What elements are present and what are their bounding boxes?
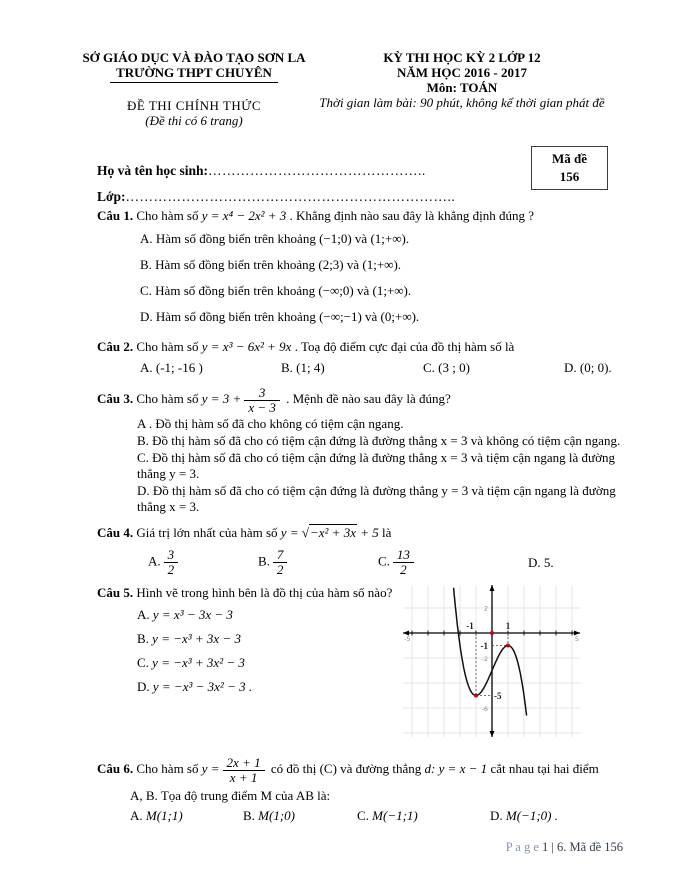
option-c: C. (3 ; 0)	[423, 360, 470, 375]
subject-line: Môn: TOÁN	[426, 80, 498, 95]
option-c: C. Đồ thị hàm số đã cho có tiệm cận đứng là đường thẳng x = 3 và tiệm cận ngang là đường thẳng y = 3.	[137, 450, 615, 481]
fraction-denominator: 2	[273, 562, 288, 577]
question-5-graph	[403, 585, 580, 741]
question-6-formula-pre: y =	[201, 761, 220, 776]
option-a: A. Hàm số đồng biến trên khoảng (−1;0) và (1;+∞).	[140, 231, 410, 246]
department-name: SỞ GIÁO DỤC VÀ ĐÀO TẠO SƠN LA	[82, 50, 306, 65]
cubic-function-plot	[403, 585, 580, 737]
question-1-formula: y = x⁴ − 2x² + 3	[201, 208, 287, 223]
questions-area	[97, 206, 624, 827]
label-x-minus1: -1	[466, 621, 474, 631]
option-b: B. Hàm số đồng biến trên khoảng (2;3) và (1;+∞).	[140, 257, 402, 272]
exam-title: KỲ THI HỌC KỲ 2 LỚP 12	[383, 50, 541, 65]
option-a-fraction	[164, 548, 179, 577]
option-d: D. Hàm số đồng biến trên khoảng (−∞;−1) và (0;+∞).	[140, 309, 420, 324]
option-c-formula: M(−1;1)	[372, 808, 418, 823]
fraction-denominator: x − 3	[244, 400, 280, 415]
label-y-minus1: -1	[480, 641, 488, 651]
option-a-letter: A.	[137, 607, 150, 622]
option-b: B. (1; 4)	[281, 360, 325, 375]
student-name-label: Họ và tên học sinh:	[97, 163, 209, 178]
sqrt-sign: y = √	[280, 525, 309, 540]
student-info-block	[97, 158, 557, 210]
fraction-denominator: x + 1	[223, 770, 265, 785]
footer-page-info: 1 | 6. Mã đề 156	[542, 840, 623, 854]
y-axis-bottom-arrow	[490, 731, 495, 737]
question-4-lead	[97, 520, 624, 546]
option-b	[258, 548, 378, 577]
option-c-letter: C.	[378, 553, 390, 569]
question-3-lead	[97, 382, 624, 416]
option-c	[137, 651, 407, 675]
option-d	[528, 555, 554, 571]
minimum-point	[474, 694, 478, 698]
option-b-letter: B.	[258, 553, 270, 569]
question-3-options	[97, 416, 624, 515]
option-d-formula: y = −x³ − 3x² − 3 .	[152, 679, 253, 694]
question-1-number: Câu 1.	[97, 208, 134, 223]
cubic-curve	[454, 588, 527, 716]
option-b-fraction	[273, 548, 288, 577]
fraction-numerator: 3	[167, 547, 175, 562]
fraction-denominator: 2	[393, 562, 414, 577]
question-6-lead	[97, 751, 624, 787]
option-d-formula: M(−1;0) .	[505, 808, 558, 823]
question-1	[97, 206, 624, 330]
fraction-numerator: 2x + 1	[226, 754, 261, 770]
question-3-post: . Mệnh đề nào sau đây là đúng?	[282, 391, 451, 406]
exam-title-block	[300, 50, 624, 110]
option-b-formula: M(1;0)	[258, 808, 295, 823]
option-d-letter: D.	[528, 554, 541, 570]
issuing-authority-block	[70, 50, 318, 128]
y-axis-top-arrow	[490, 585, 495, 591]
question-4-number: Câu 4.	[97, 525, 134, 540]
school-name: TRƯỜNG THPT CHUYÊN	[110, 65, 278, 83]
question-3-fraction	[244, 386, 280, 415]
option-d	[137, 675, 407, 699]
option-d-letter: D.	[490, 808, 503, 823]
fraction-numerator: 7	[276, 547, 284, 562]
question-1-lead	[97, 206, 624, 226]
option-d	[490, 805, 558, 827]
option-a-letter: A.	[130, 808, 143, 823]
option-c-letter: C.	[137, 655, 149, 670]
duration-note: Thời gian làm bài: 90 phút, không kể thời gian phát đề	[319, 95, 605, 110]
line-d-formula: y = x − 1	[435, 761, 491, 776]
question-2	[97, 337, 624, 379]
question-4-pre: Giá trị lớn nhất của hàm số	[133, 525, 281, 540]
option-d-value: 5.	[540, 554, 554, 570]
option-b: B. Đồ thị hàm số đã cho có tiệm cận đứng là đường thẳng x = 3 và không có tiệm cận ngang.	[137, 433, 621, 448]
fraction-denominator: 2	[164, 562, 179, 577]
exam-code-label: Mã đề	[551, 151, 588, 166]
student-class-label: Lớp:	[97, 189, 126, 204]
page-footer	[506, 840, 623, 855]
option-a	[130, 805, 243, 827]
option-c-fraction	[393, 548, 414, 577]
option-d: D. Đồ thị hàm số đã cho có tiệm cận đứng là đường thẳng y = 3 và tiệm cận ngang là đường thẳng x = 3.	[137, 483, 616, 514]
question-3	[97, 382, 624, 515]
label-y-minus5: -5	[494, 691, 502, 701]
option-c: C. Hàm số đồng biến trên khoảng (−∞;0) và (1;+∞).	[140, 283, 412, 298]
page-count-note: (Đề thi có 6 trang)	[145, 113, 243, 128]
origin-point	[490, 631, 494, 635]
option-a-formula: y = x³ − 3x − 3	[152, 607, 233, 622]
question-6-mid: có đồ thị (C) và đường thẳng	[267, 761, 425, 776]
question-4-post: là	[378, 525, 392, 540]
option-d-letter: D.	[137, 679, 150, 694]
student-name-line	[97, 158, 557, 184]
footer-page-word: P a g e	[505, 840, 539, 854]
fraction-numerator: 3	[258, 384, 266, 400]
question-2-pre: Cho hàm số	[133, 339, 202, 354]
sqrt-radicand: −x² + 3x	[309, 525, 356, 540]
question-2-number: Câu 2.	[97, 339, 134, 354]
question-4-formula-post: + 5	[356, 525, 379, 540]
question-6-post: cắt nhau tại hai điểm	[490, 761, 599, 776]
official-exam-label: ĐỀ THI CHÍNH THỨC	[126, 98, 262, 113]
question-1-post: . Khẳng định nào sau đây là khẳng định đúng ?	[286, 208, 534, 223]
question-5-text: Hình vẽ trong hình bên là đồ thị của hàm số nào?	[133, 585, 393, 600]
fraction-numerator: 13	[396, 547, 410, 562]
option-b-letter: B.	[137, 631, 149, 646]
question-3-formula-pre: y = 3 +	[201, 391, 242, 406]
student-class-fill-line: ……………………………………………………………..	[125, 189, 456, 204]
question-4	[97, 520, 624, 577]
question-1-pre: Cho hàm số	[133, 208, 202, 223]
question-6-pre: Cho hàm số	[133, 761, 202, 776]
option-c	[357, 805, 490, 827]
school-year: NĂM HỌC 2016 - 2017	[397, 65, 527, 80]
tick-x-left: -5	[404, 635, 411, 643]
question-2-post: . Toạ độ điểm cực đại của đồ thị hàm số là	[291, 339, 515, 354]
question-2-formula: y = x³ − 6x² + 9x	[201, 339, 292, 354]
question-6-options	[97, 805, 624, 827]
question-5-options	[97, 603, 407, 699]
maximum-point	[506, 644, 510, 648]
option-c-formula: y = −x³ + 3x² − 3	[152, 655, 245, 670]
school-name-line	[70, 65, 318, 83]
question-5-number: Câu 5.	[97, 585, 134, 600]
exam-code-value: 156	[559, 169, 580, 184]
question-6-line2: A, B. Tọa độ trung điểm M của AB là:	[130, 788, 331, 803]
tick-x-right: 5	[574, 635, 579, 643]
question-6-fraction	[223, 756, 265, 785]
tick-y-2: 2	[483, 604, 488, 613]
option-b	[137, 627, 407, 651]
option-c-letter: C.	[357, 808, 369, 823]
tick-y-minus6: -6	[481, 705, 488, 713]
question-2-lead	[97, 337, 624, 357]
question-6-number: Câu 6.	[97, 761, 134, 776]
option-b-formula: y = −x³ + 3x − 3	[152, 631, 241, 646]
question-1-options	[97, 226, 624, 330]
option-b-letter: B.	[243, 808, 255, 823]
option-a	[137, 603, 407, 627]
option-a-letter: A.	[148, 553, 161, 569]
option-c	[378, 548, 528, 577]
option-a	[148, 548, 258, 577]
student-name-fill-line: ………………………………………..	[208, 163, 426, 178]
option-b	[243, 805, 357, 827]
label-x-1: 1	[505, 621, 511, 631]
question-5	[97, 583, 624, 745]
option-a: A. (-1; -16 )	[140, 360, 203, 375]
question-6	[97, 751, 624, 827]
tick-y-minus2: -2	[481, 655, 488, 663]
option-d: D. (0; 0).	[564, 360, 612, 375]
question-2-options	[97, 357, 624, 379]
question-3-pre: Cho hàm số	[133, 391, 202, 406]
line-d-label: d:	[424, 761, 436, 776]
question-4-options	[97, 548, 624, 577]
option-a: A . Đồ thị hàm số đã cho không có tiệm cận ngang.	[137, 416, 404, 431]
option-a-formula: M(1;1)	[145, 808, 183, 823]
question-3-number: Câu 3.	[97, 391, 134, 406]
